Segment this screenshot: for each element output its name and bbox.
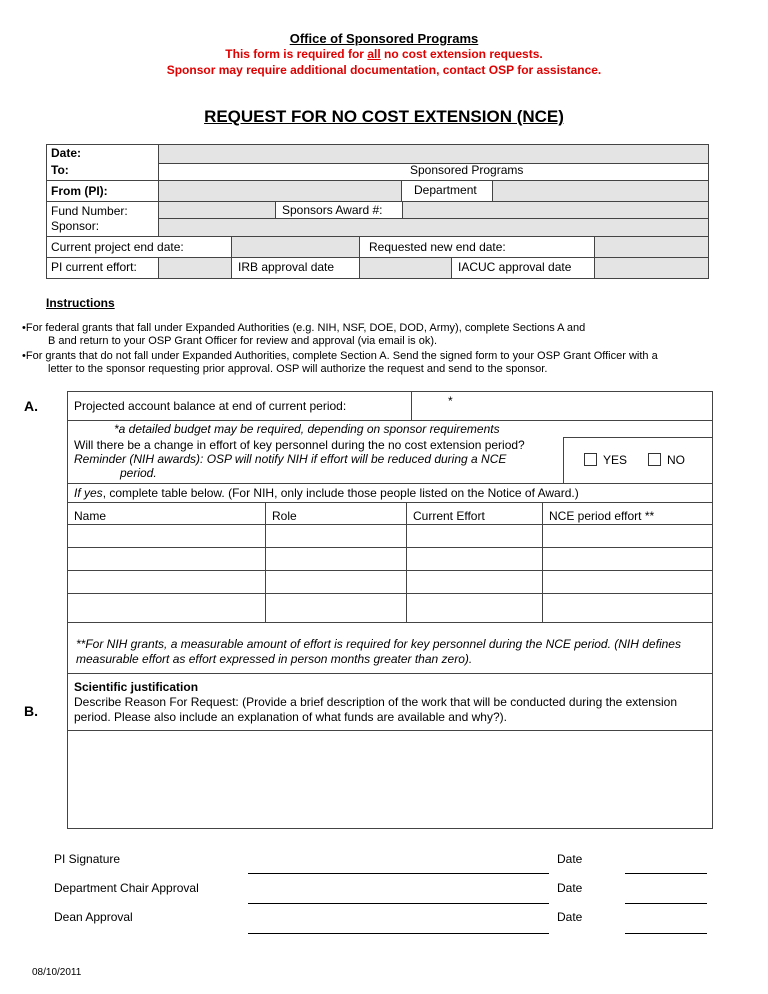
office-heading: Office of Sponsored Programs bbox=[289, 31, 479, 46]
column-header-nce-effort: NCE period effort ** bbox=[549, 509, 655, 523]
no-checkbox-icon[interactable] bbox=[648, 453, 661, 466]
dean-date-label: Date bbox=[557, 910, 583, 924]
budget-note: *a detailed budget may be required, depending on sponsor requirements bbox=[114, 422, 500, 436]
from-pi-field[interactable] bbox=[158, 180, 402, 202]
section-a-label: A. bbox=[24, 398, 38, 414]
iacuc-label: IACUC approval date bbox=[458, 260, 572, 274]
required-notice-all: all bbox=[367, 47, 381, 61]
dean-approval-label: Dean Approval bbox=[54, 910, 133, 924]
from-pi-label: From (PI): bbox=[51, 184, 108, 198]
reminder-line-1: Reminder (NIH awards): OSP will notify NIH if effort will be reduced during a NCE bbox=[74, 452, 507, 466]
yes-label: YES bbox=[603, 453, 628, 467]
justification-desc-line-2: period. Please also include an explanation of what funds are available and why?). bbox=[74, 710, 507, 724]
bullet-2-line-1: For grants that do not fall under Expanded Authorities, complete Section A. Send the signed form to your OSP Grant Officer with a bbox=[25, 350, 658, 362]
chair-date-label: Date bbox=[557, 881, 583, 895]
sponsor-notice: Sponsor may require additional documentation, contact OSP for assistance. bbox=[166, 63, 602, 77]
justification-heading: Scientific justification bbox=[74, 680, 199, 694]
sponsors-award-field[interactable] bbox=[402, 201, 709, 219]
if-yes-rest: , complete table below. (For NIH, only include those people listed on the Notice of Award.) bbox=[102, 486, 579, 500]
no-label: NO bbox=[667, 453, 685, 467]
nih-note-line-2: measurable effort as effort expressed in person months greater than zero). bbox=[76, 652, 473, 666]
required-notice-post: no cost extension requests. bbox=[380, 47, 543, 61]
yes-checkbox-icon[interactable] bbox=[584, 453, 597, 466]
sponsor-field[interactable] bbox=[158, 218, 709, 237]
page-title: REQUEST FOR NO COST EXTENSION (NCE) bbox=[204, 107, 564, 126]
if-yes-text bbox=[74, 486, 579, 500]
fund-number-label: Fund Number: bbox=[51, 204, 128, 218]
fund-number-field[interactable] bbox=[158, 201, 276, 219]
justification-textarea[interactable] bbox=[67, 730, 713, 829]
required-notice-pre: This form is required for bbox=[225, 47, 368, 61]
nih-note-line-1: **For NIH grants, a measurable amount of effort is required for key personnel during the NCE period. (NIH defines bbox=[76, 637, 681, 651]
date-field[interactable] bbox=[158, 144, 709, 164]
pi-date-line[interactable] bbox=[625, 873, 707, 874]
sponsors-award-label: Sponsors Award #: bbox=[282, 203, 383, 217]
date-label: Date: bbox=[51, 146, 82, 160]
bullet-icon: • bbox=[22, 322, 26, 334]
column-header-role: Role bbox=[272, 509, 297, 523]
instructions-heading: Instructions bbox=[46, 296, 115, 310]
balance-asterisk: * bbox=[448, 394, 453, 408]
irb-label: IRB approval date bbox=[238, 260, 335, 274]
department-label: Department bbox=[414, 183, 477, 197]
dean-date-line[interactable] bbox=[625, 933, 707, 934]
bullet-icon: • bbox=[22, 350, 26, 362]
pi-effort-label: PI current effort: bbox=[51, 260, 137, 274]
pi-date-label: Date bbox=[557, 852, 583, 866]
reminder-line-2: period. bbox=[120, 466, 157, 480]
instruction-bullet-1 bbox=[22, 322, 742, 348]
irb-field[interactable] bbox=[359, 257, 452, 279]
change-question: Will there be a change in effort of key personnel during the no cost extension period? bbox=[74, 438, 525, 452]
dean-signature-line[interactable] bbox=[248, 933, 549, 934]
required-notice bbox=[0, 47, 768, 61]
instruction-bullet-2 bbox=[22, 350, 742, 376]
footer-date: 08/10/2011 bbox=[32, 967, 82, 978]
justification-desc-line-1: Describe Reason For Request: (Provide a brief description of the work that will be conducted during the extension bbox=[74, 695, 677, 709]
column-header-name: Name bbox=[74, 509, 107, 523]
no-option[interactable] bbox=[648, 453, 685, 467]
requested-end-field[interactable] bbox=[594, 236, 709, 258]
pi-effort-field[interactable] bbox=[158, 257, 232, 279]
iacuc-field[interactable] bbox=[594, 257, 709, 279]
bullet-1-line-1: For federal grants that fall under Expanded Authorities (e.g. NIH, NSF, DOE, DOD, Army), complete Sections A and bbox=[25, 322, 586, 334]
section-b-label: B. bbox=[24, 703, 38, 719]
balance-label: Projected account balance at end of current period: bbox=[74, 399, 347, 413]
column-header-current-effort: Current Effort bbox=[413, 509, 485, 523]
to-label: To: bbox=[51, 163, 69, 177]
chair-signature-line[interactable] bbox=[248, 903, 549, 904]
department-field[interactable] bbox=[492, 180, 709, 202]
pi-signature-line[interactable] bbox=[248, 873, 549, 874]
chair-date-line[interactable] bbox=[625, 903, 707, 904]
sponsor-label: Sponsor: bbox=[51, 219, 100, 233]
current-end-field[interactable] bbox=[231, 236, 360, 258]
chair-approval-label: Department Chair Approval bbox=[54, 881, 199, 895]
if-yes-italic: If yes bbox=[74, 486, 103, 500]
bullet-2-line-2: letter to the sponsor requesting prior approval. OSP will authorize the request and send to the sponsor. bbox=[48, 363, 548, 375]
requested-end-label: Requested new end date: bbox=[369, 240, 506, 254]
current-end-label: Current project end date: bbox=[51, 240, 184, 254]
balance-field[interactable] bbox=[411, 391, 713, 421]
yes-option[interactable] bbox=[584, 453, 627, 467]
bullet-1-line-2: B and return to your OSP Grant Officer for review and approval (via email is ok). bbox=[48, 335, 438, 347]
pi-signature-label: PI Signature bbox=[54, 852, 121, 866]
sponsored-programs-text: Sponsored Programs bbox=[410, 163, 524, 177]
